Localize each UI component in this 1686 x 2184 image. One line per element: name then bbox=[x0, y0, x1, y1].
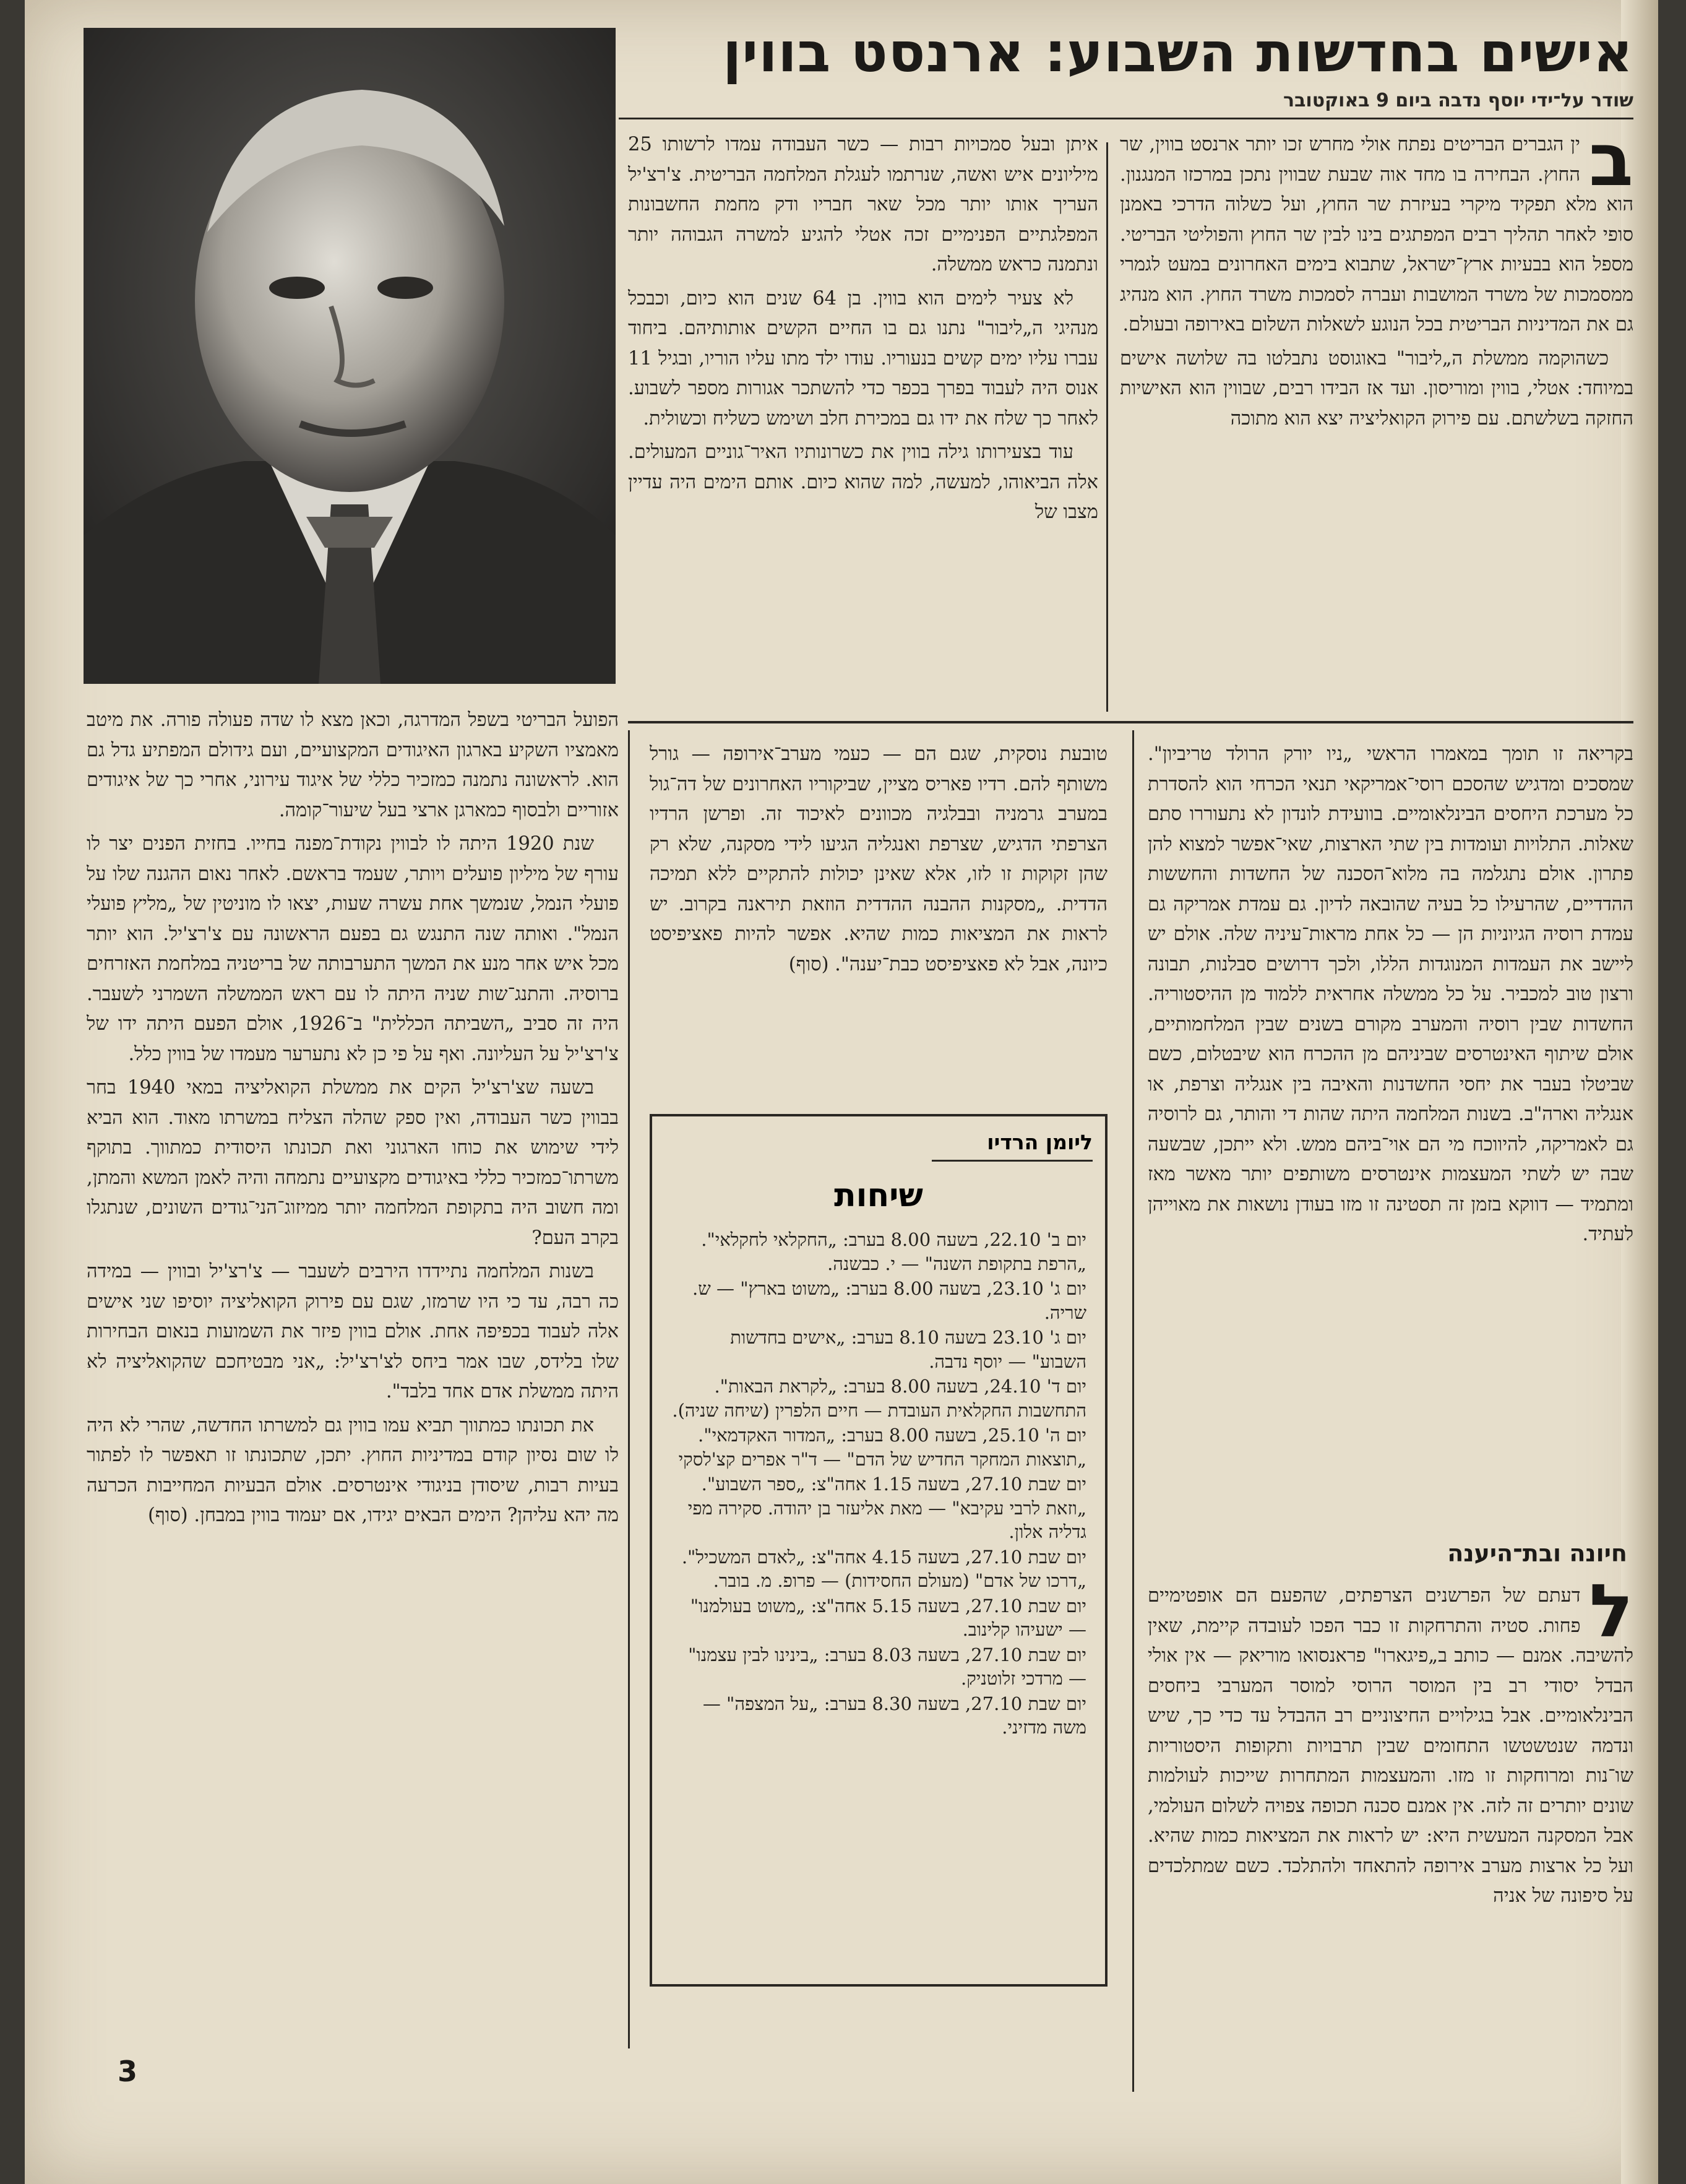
radio-entry: יום שבת 27.10, בשעה 8.03 בערב: „בינינו לבין עצמנו" — מרדכי זלוטניק. bbox=[688, 1644, 1086, 1689]
radio-box-header: ליומן הרדיו bbox=[932, 1130, 1093, 1162]
section-rule bbox=[628, 721, 1633, 723]
paragraph: בשעה שצ'רצ'יל הקים את ממשלת הקואליציה במאי 1940 בחר בבווין כשר העבודה, ואין ספק שהלה הצליח במשרתו מאוד. הוא הביא לידי שימוש את כוחו הארגוני ואת תכונתו היסודית כמתווך. בתוקף משרתו־כמזכיר כללי באיגודים מקצועיים נתמחה והיה לאמן המשא והמתן, ומה חשוב היה בתקופת המלחמה יותר ממיזוג־הני־גודים השונים, שנתגלו בקרב העם? bbox=[87, 1077, 619, 1249]
radio-entry: יום ג' 23.10, בשעה 8.00 בערב: „משוט בארץ" — ש. שריה. bbox=[692, 1278, 1086, 1323]
radio-schedule-list bbox=[671, 1228, 1086, 1970]
article-column-right-top bbox=[1120, 130, 1633, 712]
paragraph: בשנות המלחמה נתיידדו הירבים לשעבר — צ'רצ'יל ובווין — במידה כה רבה, עד כי היו שרמזו, שגם עם פירוק הקואליציה יוסיפו שני אישים אלה לעבוד בכפיפה אחת. אולם בווין פיזר את השמועות בנאום הבחירות שלו בלידס, שבו אמר ביחס לצ'רצ'יל: „אני מבטיחכם שהקואליציה לא היתה ממשלת אדם אחד בלבד". bbox=[87, 1261, 619, 1402]
paragraph: שנת 1920 היתה לו לבווין נקודת־מפנה בחייו. בחזית הפנים יצר לו עורף של מיליון פועלים ויותר, שעמד בראשם. לאחר נאום ההגנה שלו על פועלי הנמל, שנמשך אחת עשרה שעות, יצאו לו מוניטין של „מליץ פועלי הנמל". ואותה שנה התנגש גם בפעם הראשונה עם צ'רצ'יל. הוא יותר מכל איש אחר מנע את המשך התערבותה של בריטניה במלחמת האזרחים ברוסיה. והתנג־שות שניה היתה לו עם ראש הממשלה השמרני לשעבר. היה זה סביב „השביתה הכללית" ב־1926, אולם הפעם היתה ידו של צ'רצ'יל על העליונה. ואף על פי כן לא נתערער מעמדו של בווין כלל. bbox=[87, 833, 619, 1065]
radio-entry: יום ב' 22.10, בשעה 8.00 בערב: „החקלאי לחקלאי". „הרפת בתקופת השנה" — י. כבשנה. bbox=[701, 1229, 1086, 1274]
radio-entry: יום שבת 27.10, בשעה 4.15 אחה"צ: „לאדם המשכיל". „דרכו של אדם" (מעולם החסידות) — פרופ. מ. בובר. bbox=[681, 1546, 1086, 1591]
radio-entry: יום שבת 27.10, בשעה 5.15 אחה"צ: „משוט בעולמנו" — ישעיהו קלינוב. bbox=[690, 1595, 1086, 1640]
page-number: 3 bbox=[118, 2055, 138, 2088]
drop-cap: ב bbox=[1589, 130, 1633, 202]
paragraph: דעתם של הפרשנים הצרפתים, שהפעם הם אופטימיים פחות. סטיה והתרחקות זו כבר הפכו לעובדה קיימת, שאין להשיבה. אמנם — כותב ב„פיגארו" פראנסואו מוריאק — אין אולי הבדל יסודי רב בין המוסר הרוסי למוסר המערבי ביחסים הבינלאומיים. אבל בגילויים החיצוניים רב ההבדל עד כדי כך, שיש ונדמה שנטשטשו התחומים שבין תרבויות ותקופות היסטוריות שו־נות ומרוחקות זו מזו. והמעצמות המתחרות שייכות לעולמות שונים יותרים זה לזה. אין אמנם סכנה תכופה צפויה לשלום העולמי, אבל המסקנה המעשית היא: יש לראות את המציאות כמות שהיא. ועל כל ארצות מערב אירופה להתאחד ולהתלכד. כשם שמתלכדים על סיפונה של אניה bbox=[1148, 1585, 1633, 1907]
radio-box-subheader: שיחות bbox=[834, 1177, 923, 1214]
paragraph: את תכונתו כמתווך תביא עמו בווין גם למשרתו החדשה, שהרי לא היה לו שום נסיון קודם במדיניות החוץ. יתכן, שתכונתו זו תאפשר לו לפתור בעיות רבות, שיסודן בניגודי אינטרסים. אולם הבעיות המחייבות הכרעה מה יהא עליהן? הימים הבאים יגידו, אם יעמוד בווין במבחן. (סוף) bbox=[87, 1414, 619, 1526]
paragraph: ין הגברים הבריטים נפתח אולי מחרש זכו יותר ארנסט בווין, שר החוץ. הבחירה בו מחד אוה שבעת שבווין נתכן במרכזו המנגנון. הוא מלא תפקיד מיקרי בעיזרת שר החוץ, ועל כשלוה הדרכי באמנן סופי לאחר תהליך רבים המפתגים בינו לבין שר החוץ והפוליטי הבריטי. מספל הוא בבעיות ארץ־ישראל, שתבוא בימים האחרונים במעט לגמרי ממסמכות של משרד המושבות ועברה לסמכות משרד החוץ. הוא מנהיג גם את המדיניות הבריטית בכל הנוגע לשאלות השלום באירופה ובעולם. bbox=[1120, 134, 1633, 335]
article-column-right-bottom-2 bbox=[1148, 1581, 1633, 2076]
byline: שודר על־ידי יוסף נדבה ביום 9 באוקטובר bbox=[1283, 90, 1633, 111]
section-subheading: חיונה ובת־היענה bbox=[1447, 1540, 1627, 1567]
paragraph: טובעת נוסקית, שגם הם — כעמי מערב־אירופה — גורל משותף להם. רדיו פאריס מציין, שביקוריו האחרונים של דה־גול במערב גרמניה ובבלגיה מכוונים לאיכוד זה. ופרשן הרדיו הצרפתי הדגיש, שצרפת ואנגליה הגיעו לידי מסקנה, שלא רק שהן זקוקות זו לזו, אלא שאינן יכולות להתקיים ללא תמיכה הדדית. „מסקנות ההבנה ההדדית הוזאת תיראנה בקרוב. יש לראות את המציאות כמות שהיא. אפשר להיות פאציפיסט כיונה, אבל לא פאציפיסט כבת־יענה". (סוף) bbox=[650, 743, 1108, 975]
portrait-image bbox=[84, 28, 616, 684]
column-divider bbox=[1106, 142, 1108, 712]
paragraph: לא צעיר לימים הוא בווין. בן 64 שנים הוא כיום, וכבכל מנהיגי ה„ליבור" נתנו גם בו החיים הקשים אותותיהם. ביחוד עברו עליו ימים קשים בנעוריו. עודו ילד מתו עליו הוריו, ובגיל 11 אנוס היה לעבוד בפרך בכפר כדי להשתכר אגורות מספר לשבוע. לאחר כך שלח את ידו גם במכירת חלב ושימש כשליח וכשולית. bbox=[628, 287, 1098, 429]
article-column-center-top bbox=[628, 130, 1098, 712]
portrait-photo bbox=[84, 28, 616, 684]
paragraph: איתן ובעל סמכויות רבות — כשר העבודה עמדו לרשותו 25 מיליונים איש ואשה, שנרתמו לעגלת המלחמה הבריטית. צ'רצ'יל העריך אותו יותר מכל שאר חבריו ודק מחמת החשבונות המפלגתיים הפנימיים זכה אטלי להגיע למשרה הגבוהה יותר ונתמנה כראש ממשלה. bbox=[628, 134, 1098, 275]
newspaper-page bbox=[25, 0, 1658, 2184]
headline-rule bbox=[619, 118, 1633, 119]
paragraph: הפועל הבריטי בשפל המדרגה, וכאן מצא לו שדה פעולה פורה. את מיטב מאמציו השקיע בארגון האיגודים המקצועיים, ועם גידולם המפתיע גדל גם הוא. לראשונה נתמנה כמזכיר כללי של איגוד עירוני, אחרי כך של איגודים אזוריים ולבסוף כמארגן ארצי בעל שיעור־קומה. bbox=[87, 709, 619, 821]
radio-entry: יום שבת 27.10, בשעה 8.30 בערב: „על המצפה" — משה מדזיני. bbox=[702, 1693, 1086, 1738]
article-column-right-bottom bbox=[1148, 740, 1633, 1513]
drop-cap: ל bbox=[1589, 1581, 1633, 1654]
radio-entry: יום ד' 24.10, בשעה 8.00 בערב: „לקראת הבאות". התחשבות החקלאית העובדת — חיים הלפרין (שיחה שניה). bbox=[672, 1376, 1086, 1421]
column-divider bbox=[1132, 730, 1134, 2092]
paragraph: עוד בצעירותו גילה בווין את כשרונותיו האיר־גוניים המעולים. אלה הביאוהו, למעשה, למה שהוא כיום. אותם הימים היה עדיין מצבו של bbox=[628, 441, 1098, 523]
radio-entry: יום ג' 23.10 בשעה 8.10 בערב: „אישים בחדשות השבוע" — יוסף נדבה. bbox=[730, 1327, 1086, 1372]
column-divider bbox=[628, 730, 630, 2048]
paragraph: כשהוקמה ממשלת ה„ליבור" באוגוסט נתבלטו בה שלושה אישים במיוחד: אטלי, בווין ומוריסון. ועד אז הבידו רבים, שבווין הוא האישיות החזקה בשלשתם. עם פירוק הקואליציה יצא הוא מתוכה bbox=[1120, 347, 1633, 429]
article-column-center-bottom bbox=[650, 740, 1108, 1092]
radio-entry: יום שבת 27.10, בשעה 1.15 אחה"צ: „ספר השבוע". „וזאת לרבי עקיבא" — מאת אליעזר בן יהודה. סקירה מפי גדליה אלון. bbox=[687, 1474, 1086, 1542]
article-column-left bbox=[87, 706, 619, 2036]
paragraph: בקריאה זו תומך במאמרו הראשי „ניו יורק הרולד טריביון". שמסכים ומדגיש שהסכם רוסי־אמריקאי תנאי הכרחי הוא להסדרת כל מערכת היחסים הבינלאומיים. בוועידת לונדון לא נתעוררו סתם שאלות. התלויות ועומדות בין שתי הארצות, שאי־אפשר למצוא להן פתרון. אולם נתגלמה בה מלוא־הסכנה של החשדות והחששות ההדדיים, שהרעילו כל בעיה שהובאה לדיון. גם עמדת אמריקה גם עמדת רוסיה הגיוניות הן — כל אחת מראות־עיניה שלה. אולם יש ליישב את העמדות המנוגדות הללו, ולכך דרושים סבלנות, תבונה ורצון טוב למכביר. על כל ממשלה אחראית ללמוד מן ההיסטוריה. החשדות שבין רוסיה והמערב מקורם בשנים שבין המלחמותיים, אולם שיתוף האינטרסים שביניהם מן ההכרח הוא שיבטלום, כשם שביטלו בעבר את יחסי החשדנות והאיבה בין אנגליה וצרפת, או אנגליה וארה"ב. בשנות המלחמה היתה שהות די והותר, גם לרוסיה גם לאמריקה, להיווכח מי הם אוי־ביהם ממש. ולא ייתכן, שבשעה שבה יש לשתי המעצמות אינטרסים משותפים יותר מאשר מאז ומתמיד — דווקא בזמן זה תסטינה זו מזו בעודן נושאות את מאוייהן לעתיד. bbox=[1148, 743, 1633, 1245]
radio-entry: יום ה' 25.10, בשעה 8.00 בערב: „המדור האקדמאי". „תוצאות המחקר החדיש של הדם" — ד"ר אפרים קצ'לסקי bbox=[678, 1425, 1086, 1470]
headline: אישים בחדשות השבוע: ארנסט בווין bbox=[723, 20, 1633, 84]
radio-schedule-box bbox=[650, 1114, 1108, 1987]
